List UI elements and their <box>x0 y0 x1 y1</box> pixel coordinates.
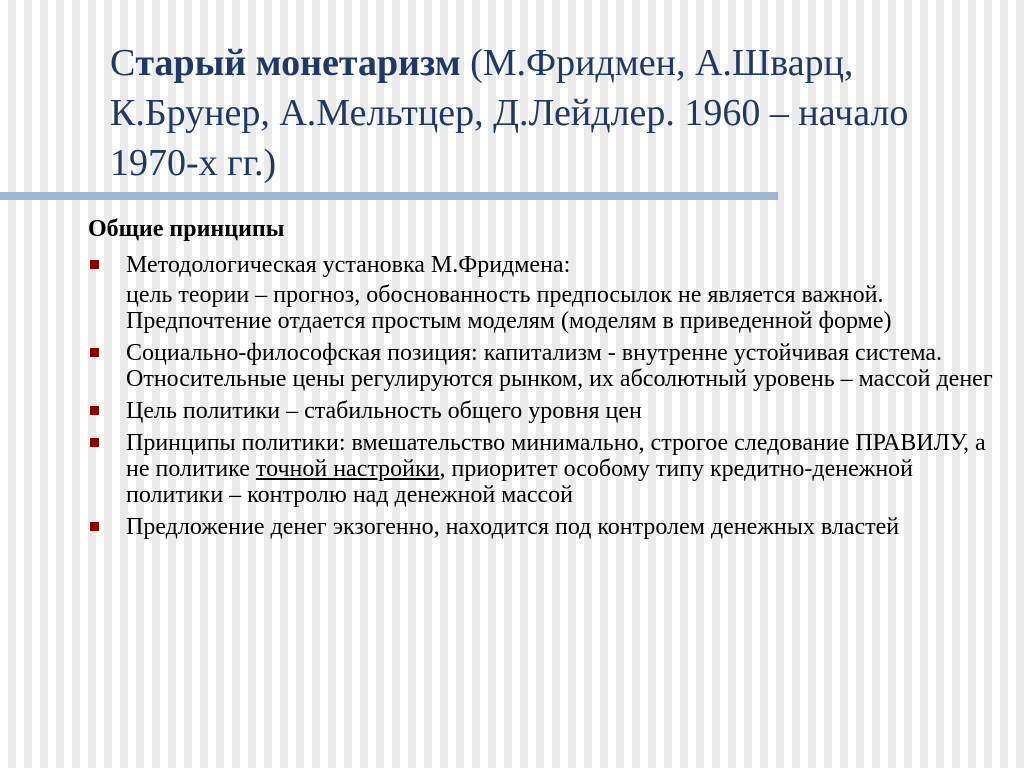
square-bullet-icon <box>90 260 99 269</box>
bullet-item <box>88 252 998 278</box>
bullet-text: Цель политики – стабильность общего уровня цен <box>126 398 642 424</box>
title-prefix: С <box>110 42 136 84</box>
bullet-text: Социально-философская позиция: капитализм - внутренне устойчивая система. Относительные цены регулируются рынком, их абсолютный уровень – массой денег <box>126 340 993 392</box>
bullet-item <box>88 398 998 424</box>
square-bullet-icon <box>90 438 99 447</box>
title-divider <box>0 192 778 200</box>
bullet-text-before: Принципы политики: вмешательство минимально, строгое следование ПРАВИЛУ, а не политике <box>126 430 986 482</box>
bullet-text: Методологическая установка М.Фридмена: <box>126 252 571 278</box>
continuation-text <box>88 282 998 334</box>
slide-content <box>88 216 998 540</box>
square-bullet-icon <box>90 406 99 415</box>
slide-title <box>110 38 970 188</box>
bullet-text: цель теории – прогноз, обоснованность предпосылок не является важной. Предпочтение отдается простым моделям (моделям в приведенной форме) <box>126 282 892 334</box>
underlined-phrase: точной настройки <box>255 456 440 482</box>
section-heading: Общие принципы <box>88 216 285 242</box>
square-bullet-icon <box>90 522 99 531</box>
title-bold: тарый монетаризм <box>135 42 461 84</box>
bullet-text-after: , приоритет особому типу кредитно-денежной политики – контролю над денежной массой <box>126 456 914 508</box>
bullet-item <box>88 430 998 508</box>
bullet-item <box>88 514 998 540</box>
square-bullet-icon <box>90 348 99 357</box>
bullet-item <box>88 340 998 392</box>
title-rest: (М.Фридмен, А.Шварц, К.Брунер, А.Мельтцер, Д.Лейдлер. 1960 – начало 1970-х гг.) <box>110 42 909 184</box>
bullet-text: Предложение денег экзогенно, находится под контролем денежных властей <box>126 514 900 540</box>
